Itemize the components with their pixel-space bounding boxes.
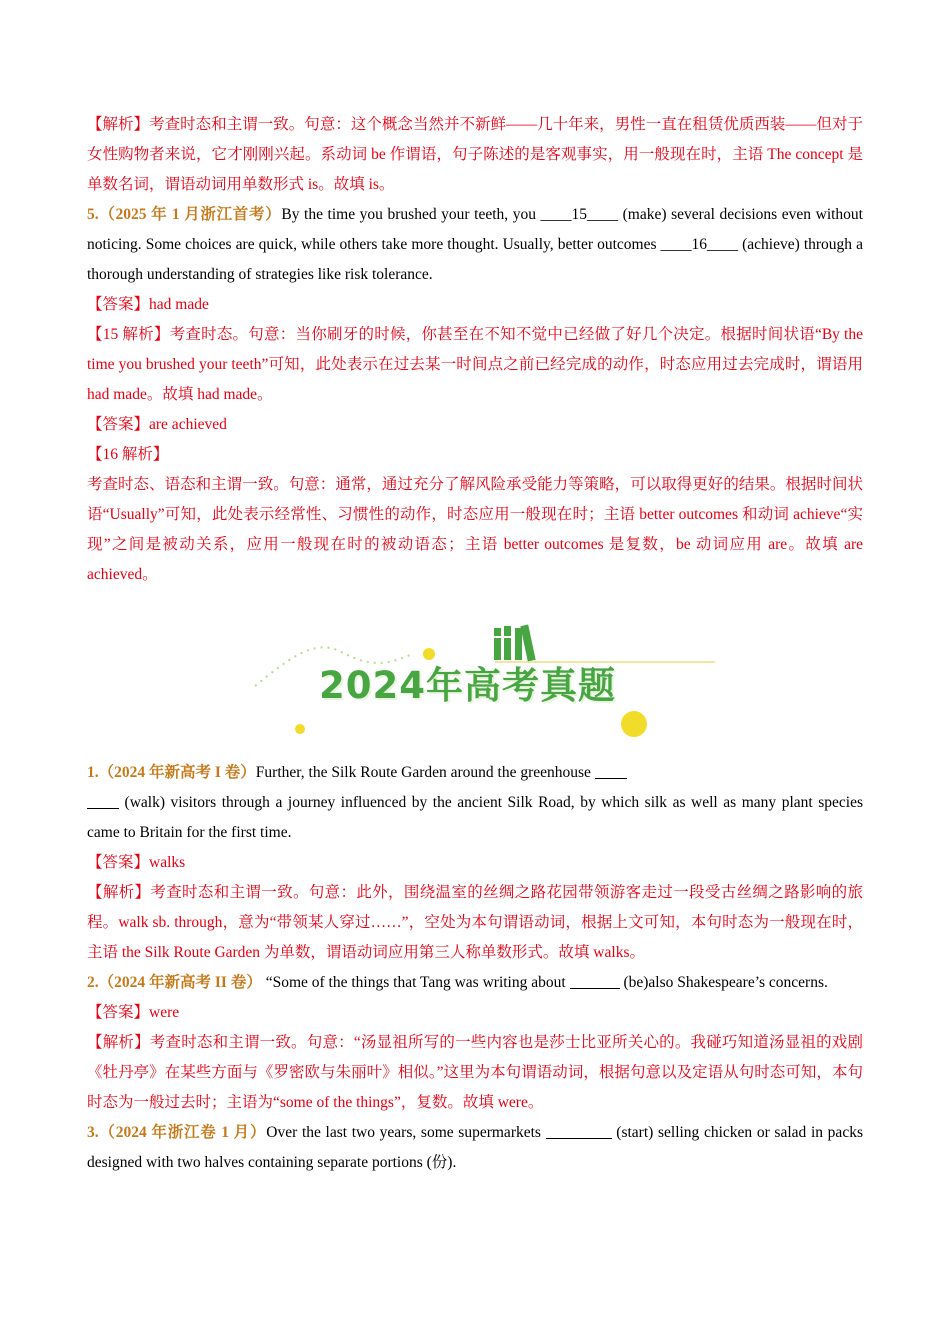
section-banner	[87, 590, 863, 758]
blank-line: ____	[587, 206, 619, 223]
answer-text: were	[149, 1004, 180, 1021]
explanation-tag: 【解析】	[87, 116, 150, 133]
question-5	[87, 200, 863, 290]
answer-tag: 【答案】	[87, 296, 150, 313]
explanation-text: 考查时态。句意：当你刷牙的时候，你甚至在不知不觉中已经做了好几个决定。根据时间状语“By the time you brushed your teeth”可知，此处表示在过去某一时间点之前已经完成的动作，时态应用过去完成时，谓语用 had made。故填 had made。	[87, 326, 863, 403]
answer-tag: 【答案】	[87, 416, 150, 433]
question-source: 3.（2024 年浙江卷 1 月）	[87, 1124, 267, 1141]
question-text: Further, the Silk Route Garden around the greenhouse	[255, 764, 595, 781]
question-2	[87, 968, 863, 998]
blank-line	[570, 970, 620, 989]
yellow-dot	[295, 724, 305, 734]
question-3	[87, 1118, 863, 1178]
question-source: 5.（2025 年 1 月浙江首考）	[87, 206, 282, 223]
explanation-tag: 【解析】	[87, 1034, 150, 1051]
blank-line: ____	[707, 236, 739, 253]
answer-text: had made	[149, 296, 209, 313]
explanation-1	[87, 878, 863, 968]
answer-tag: 【答案】	[87, 854, 150, 871]
explanation-16-tag: 【16 解析】	[87, 446, 169, 463]
question-source: 2.（2024 年新高考 II 卷）	[87, 974, 262, 991]
explanation-text: 考查时态和主谓一致。句意：此外，围绕温室的丝绸之路花园带领游客走过一段受古丝绸之路影响的旅程。walk sb. through，意为“带领某人穿过……”，空处为本句谓语动词，根据上文可知，本句时态为一般现在时，主语 the Silk Route Garden 为单数，谓语动词应用第三人称单数形式。故填 walks。	[87, 884, 863, 961]
yellow-dot	[423, 648, 435, 660]
answer-text: are achieved	[149, 416, 227, 433]
answer-1	[87, 848, 863, 878]
question-text: “Some of the things that Tang was writing about	[261, 974, 570, 991]
blank-number-15: 15	[571, 206, 588, 223]
explanation-text: 考查时态和主谓一致。句意：这个概念当然并不新鲜——几十年来，男性一直在租赁优质西装——但对于女性购物者来说，它才刚刚兴起。系动词 be 作谓语，句子陈述的是客观事实，用一般现在时，主语 The concept 是单数名词，谓语动词用单数形式 is。故填 is。	[87, 116, 863, 193]
document-page	[87, 110, 863, 1178]
question-text: By the time you brushed your teeth, you	[281, 206, 541, 223]
explanation-15	[87, 320, 863, 410]
explanation-text: 考查时态和主谓一致。句意：“汤显祖所写的一些内容也是莎士比亚所关心的。我碰巧知道汤显祖的戏剧《牡丹亭》在某些方面与《罗密欧与朱丽叶》相似。”这里为本句谓语动词，根据句意以及定语从句时态可知，本句时态为一般过去时；主语为“some of the things”，复数。故填 were。	[87, 1034, 863, 1111]
banner-title: 2024年高考真题	[319, 664, 616, 707]
answer-16	[87, 410, 863, 440]
answer-15	[87, 290, 863, 320]
blank-line: ____	[540, 206, 572, 223]
question-text: (achieve) through a thorough understanding of strategies like risk tolerance.	[87, 236, 863, 283]
books-icon	[494, 625, 536, 662]
question-text: (make) several decisions even without noticing. Some choices are quick, while others take more thought. Usually, better outcomes	[87, 206, 863, 253]
question-text: (walk) visitors through a journey influenced by the ancient Silk Road, by which silk as well as many plant species came to Britain for the first time.	[87, 794, 863, 841]
blank-line: ____	[660, 236, 692, 253]
question-1	[87, 758, 863, 848]
blank-line	[546, 1120, 612, 1139]
explanation-16-text: 考查时态、语态和主谓一致。句意：通常，通过充分了解风险承受能力等策略，可以取得更好的结果。根据时间状语“Usually”可知，此处表示经常性、习惯性的动作，时态应用一般现在时；主语 better outcomes 和动词 achieve“实现”之间是被动关系，应用一般现在时的被动语态；主语 better outcomes 是复数，be 动词应用 are。故填 are achieved。	[87, 476, 863, 583]
question-text: (start) selling chicken or salad in packs designed with two halves containing separate portions (份).	[87, 1124, 863, 1171]
explanation-2	[87, 1028, 863, 1118]
answer-2	[87, 998, 863, 1028]
explanation-tag: 【15 解析】	[87, 326, 170, 343]
blank-line	[595, 760, 627, 779]
answer-tag: 【答案】	[87, 1004, 150, 1021]
yellow-dot	[621, 711, 647, 737]
explanation-tag: 【解析】	[87, 884, 151, 901]
question-text: Over the last two years, some supermarkets	[266, 1124, 546, 1141]
blank-line	[87, 790, 119, 809]
question-source: 1.（2024 年新高考 I 卷）	[87, 764, 256, 781]
blank-number-16: 16	[691, 236, 708, 253]
answer-text: walks	[149, 854, 186, 871]
question-text: (be)also Shakespeare’s concerns.	[619, 974, 828, 991]
explanation-block-1	[87, 110, 863, 200]
